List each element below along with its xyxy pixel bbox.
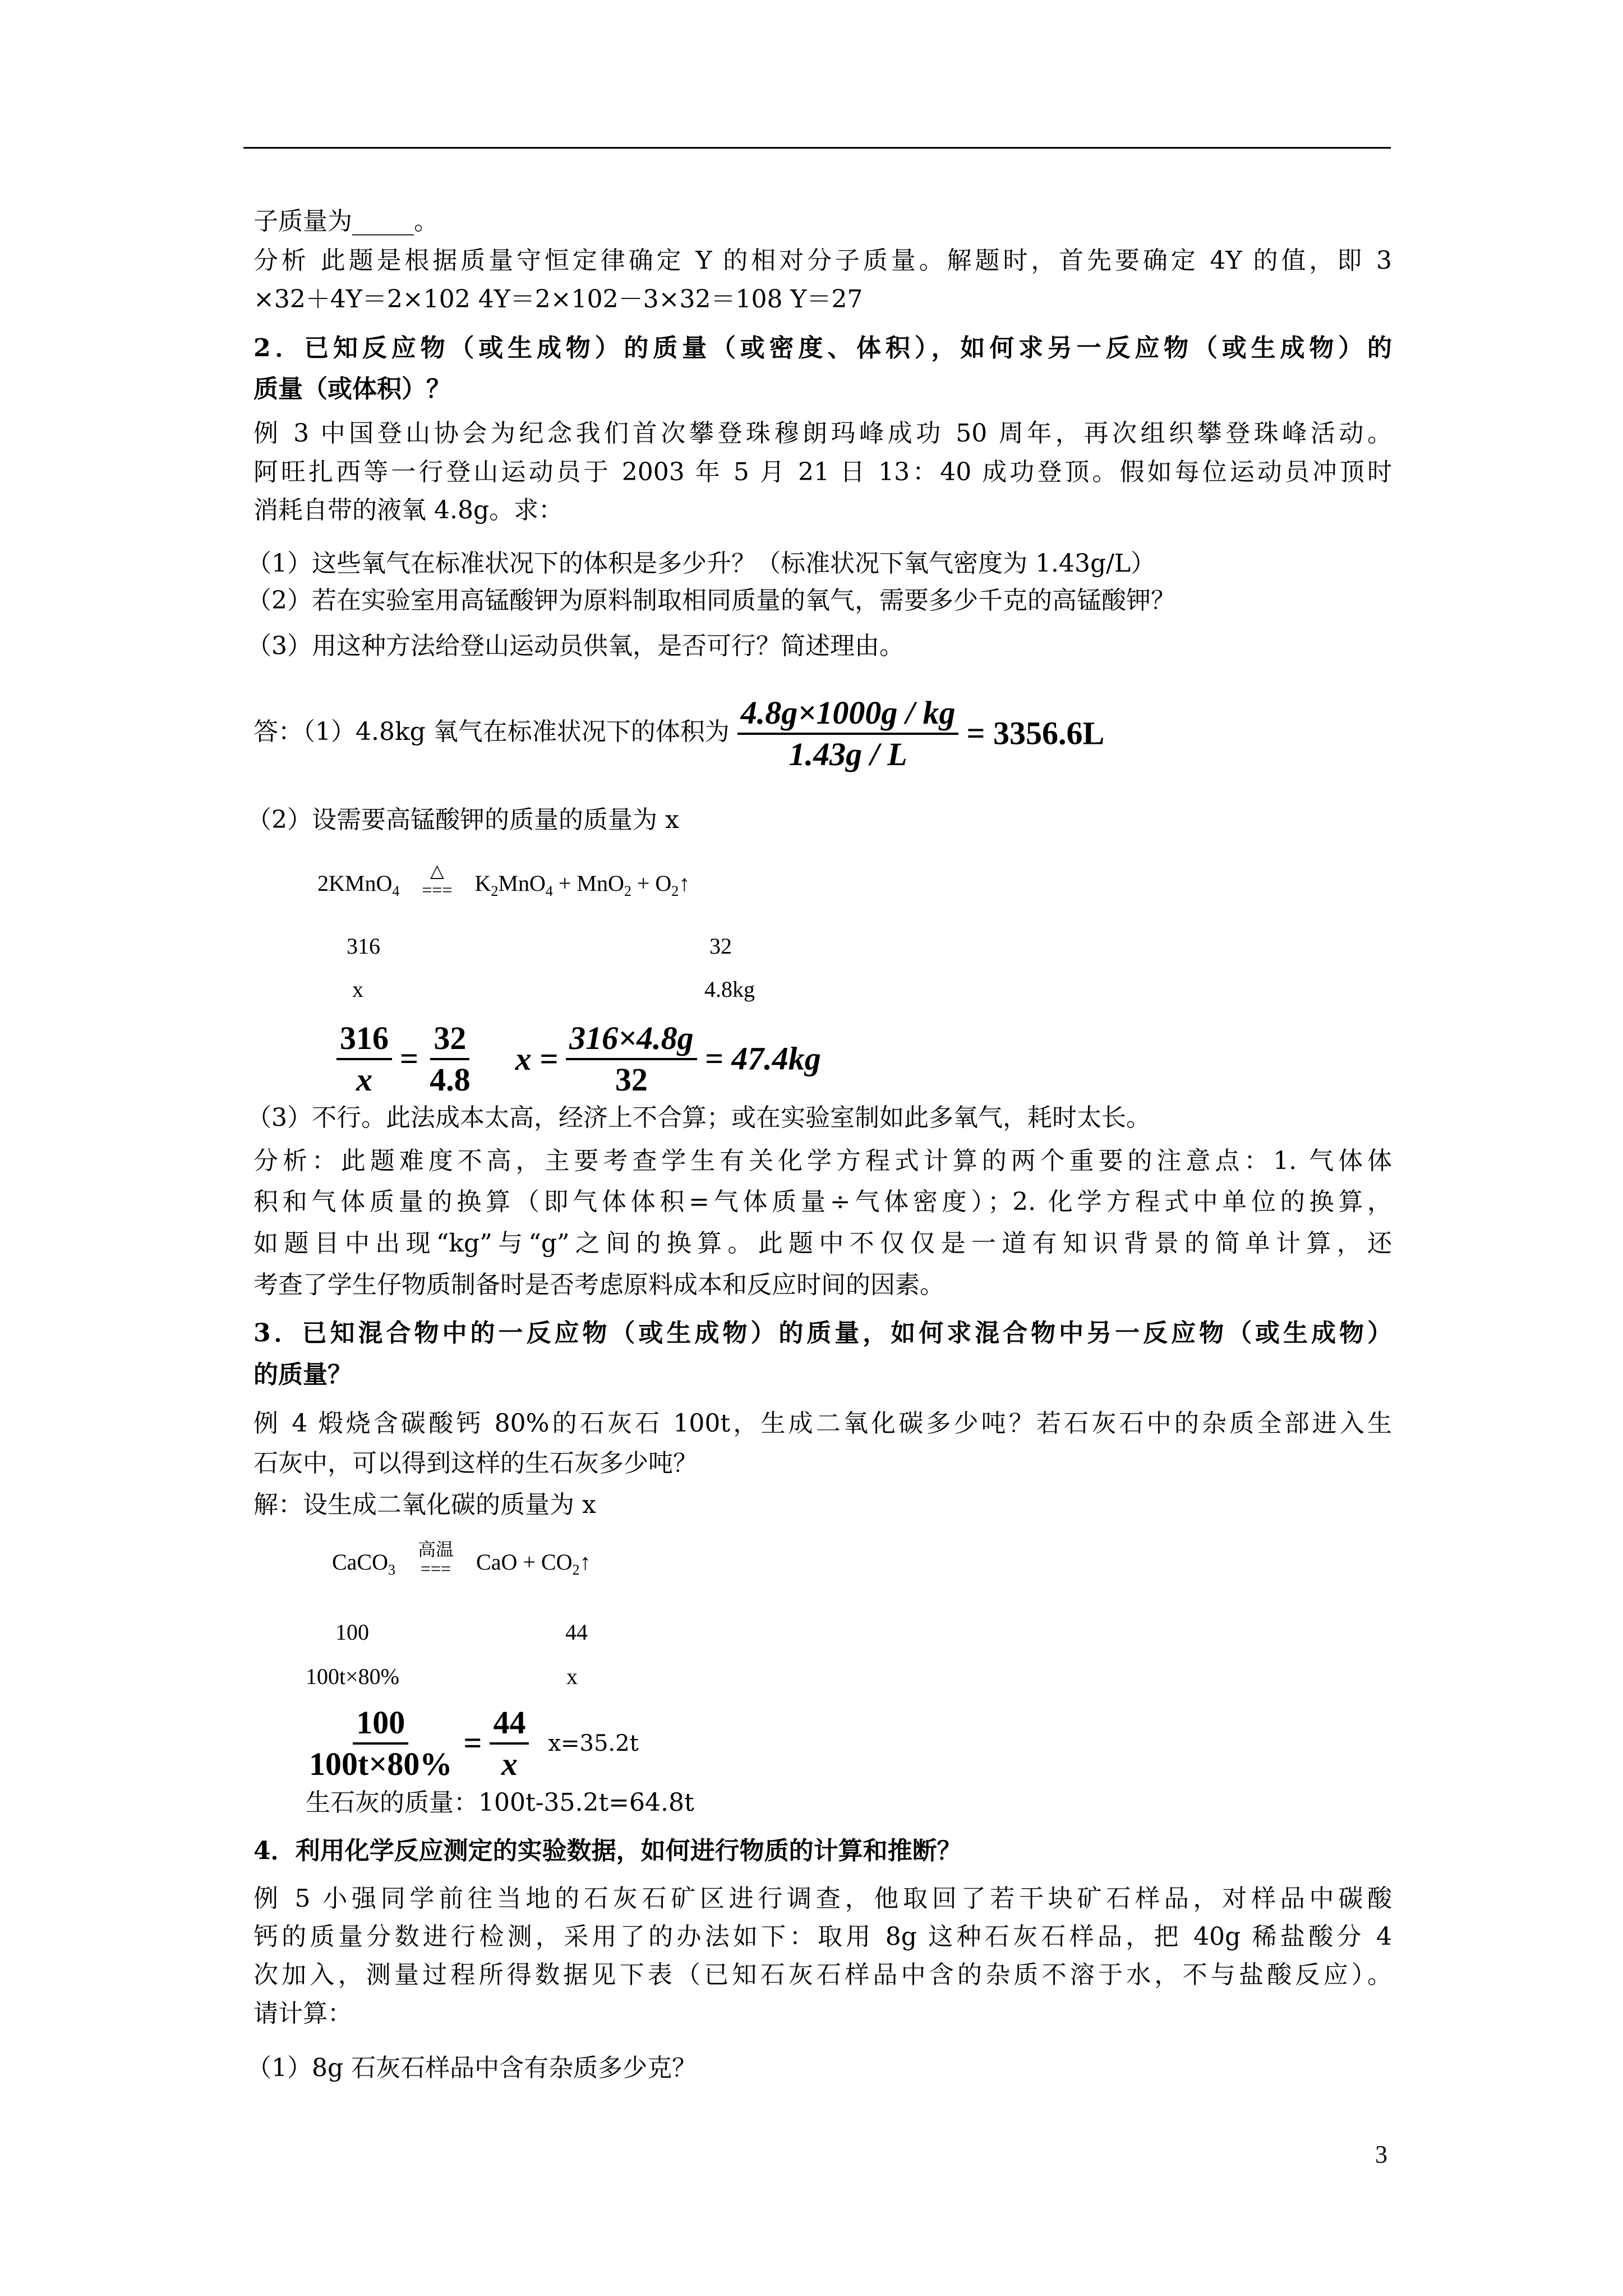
section-heading-2: 质量（或体积）？ [253,375,451,403]
co2-result: x=35.2t [548,1730,639,1756]
denominator: 4.8 [430,1061,471,1098]
quicklime-mass: 生石灰的质量：100t-35.2t=64.8t [306,1788,694,1817]
question-3: （3）用这种方法给登山运动员供氧，是否可行？简述理由。 [247,632,904,660]
analysis-line: 如题目中出现“kg”与“g”之间的换算。此题中不仅仅是一道有知识背景的简单计算，还 [253,1229,1392,1258]
equals-sign: === [420,1558,451,1579]
molar-mass: 100 [335,1619,369,1645]
proportion-formula [336,1015,821,1101]
analysis-line: 分析 此题是根据质量守恒定律确定 Y 的相对分子质量。解题时，首先要确定 4Y 的值，即 3 [253,246,1392,275]
product: K [474,871,491,896]
mass-result: = 47.4kg [704,1040,821,1077]
condition-text: 高温 [418,1539,454,1559]
product: CO [541,1549,573,1575]
product: O [655,871,672,896]
fraction [490,1703,529,1784]
analysis-line: ×32＋4Y＝2×102 4Y＝2×102－3×32＝108 Y＝27 [253,285,863,314]
example-3-text: 消耗自带的液氧 4.8g。求： [253,496,564,524]
numerator: 44 [490,1703,529,1745]
subscript: 4 [392,883,400,900]
fraction [336,1019,392,1099]
question-1: （1）这些氧气在标准状况下的体积是多少升？（标准状况下氧气密度为 1.43g/L） [247,549,1156,578]
example-3-text: 阿旺扎西等一行登山运动员于 2003 年 5 月 21 日 13：40 成功登顶。假如每位运动员冲顶时 [253,458,1392,486]
example-5-text: 钙的质量分数进行检测，采用了的办法如下：取用 8g 这种石灰石样品，把 40g 稀盐酸分 4 [253,1922,1392,1951]
equals-sign: === [422,880,453,900]
proportion-formula [306,1700,639,1786]
reaction-condition [422,861,452,899]
question-2: （2）若在实验室用高锰酸钾为原料制取相同质量的氧气，需要多少千克的高锰酸钾？ [247,586,1175,615]
question-1: （1）8g 石灰石样品中含有杂质多少克？ [247,2054,697,2082]
subscript: 4 [545,883,553,900]
heat-symbol: △ [430,861,444,881]
x-equals: x = [515,1040,559,1077]
numerator: 316 [336,1019,392,1060]
header-rule [243,147,1391,149]
quantity: 100t×80% [306,1664,399,1689]
subscript: 2 [671,883,679,900]
equals-sign: = [463,1724,482,1761]
example-5-text: 请计算： [253,1999,352,2028]
volume-fraction [737,693,959,774]
text-line: 子质量为_____。 [253,207,439,236]
subscript: 3 [388,1562,395,1579]
example-4-text: 石灰中，可以得到这样的生石灰多少吨？ [253,1449,698,1478]
section-heading-4: 4．利用化学反应测定的实验数据，如何进行物质的计算和推断？ [253,1837,962,1865]
plus-sign: + [523,1549,536,1575]
chemical-equation-kmno4 [317,861,690,905]
chemical-equation-caco3 [332,1539,591,1584]
section-heading-2: 2．已知反应物（或生成物）的质量（或密度、体积），如何求另一反应物（或生成物）的 [253,334,1392,362]
solution-text: 解：设生成二氧化碳的质量为 x [253,1490,596,1519]
example-3-text: 例 3 中国登山协会为纪念我们首次攀登珠穆朗玛峰成功 50 周年，再次组织攀登珠峰活动。 [253,419,1392,448]
reactant: CaCO [332,1549,388,1575]
section-heading-3: 3．已知混合物中的一反应物（或生成物）的质量，如何求混合物中另一反应物（或生成物） [253,1319,1392,1347]
numerator: 316×4.8g [566,1019,697,1060]
fraction-numerator: 4.8g×1000g / kg [737,693,959,735]
numerator: 100 [353,1703,408,1745]
numerator: 32 [430,1019,469,1060]
plus-sign: + [558,871,571,896]
volume-result: = 3356.6L [966,715,1105,752]
analysis-line: 分析：此题难度不高，主要考查学生有关化学方程式计算的两个重要的注意点：1. 气体体 [253,1147,1392,1175]
quantity: 4.8kg [704,977,755,1002]
reaction-condition [418,1540,454,1578]
example-4-text: 例 4 煅烧含碳酸钙 80%的石灰石 100t，生成二氧化碳多少吨？若石灰石中的杂质全部进入生 [253,1409,1392,1438]
equals-sign: = [400,1040,419,1077]
analysis-line: 积和气体质量的换算（即气体体积=气体质量÷气体密度）；2. 化学方程式中单位的换算， [253,1188,1392,1216]
quantity: x [352,977,363,1002]
product: MnO [577,871,624,896]
gas-arrow-icon: ↑ [679,871,690,896]
subscript: 2 [491,883,499,900]
fraction [566,1019,697,1099]
subscript: 2 [624,883,631,900]
molar-mass: 316 [347,933,380,959]
molar-mass: 32 [709,933,732,959]
product: MnO [498,871,546,896]
denominator: x [501,1745,518,1782]
plus-sign: + [637,871,650,896]
example-5-text: 例 5 小强同学前往当地的石灰石矿区进行调查，他取回了若干块矿石样品，对样品中碳酸 [253,1884,1392,1913]
denominator: 100t×80% [309,1745,453,1782]
section-heading-3: 的质量？ [253,1360,352,1389]
answer-2: （2）设需要高锰酸钾的质量的质量为 x [247,806,679,834]
quantity: x [566,1664,578,1689]
fraction-denominator: 1.43g / L [789,735,907,772]
subscript: 2 [572,1562,580,1579]
molar-mass: 44 [565,1619,588,1645]
fraction [426,1019,474,1099]
denominator: 32 [615,1061,648,1098]
denominator: x [356,1061,372,1098]
answer-1-text: 答：（1）4.8kg 氧气在标准状况下的体积为 [253,717,730,746]
answer-3: （3）不行。此法成本太高，经济上不合算；或在实验室制如此多氧气，耗时太长。 [247,1103,1151,1132]
answer-1 [253,690,1104,776]
product: CaO [476,1549,518,1575]
reactant: 2KMnO [317,871,393,896]
analysis-line: 考查了学生仔物质制备时是否考虑原料成本和反应时间的因素。 [253,1271,944,1299]
page-number: 3 [1375,2141,1387,2168]
fraction [306,1703,455,1784]
example-5-text: 次加入，测量过程所得数据见下表（已知石灰石样品中含的杂质不溶于水，不与盐酸反应）。 [253,1961,1392,1989]
gas-arrow-icon: ↑ [579,1549,591,1575]
